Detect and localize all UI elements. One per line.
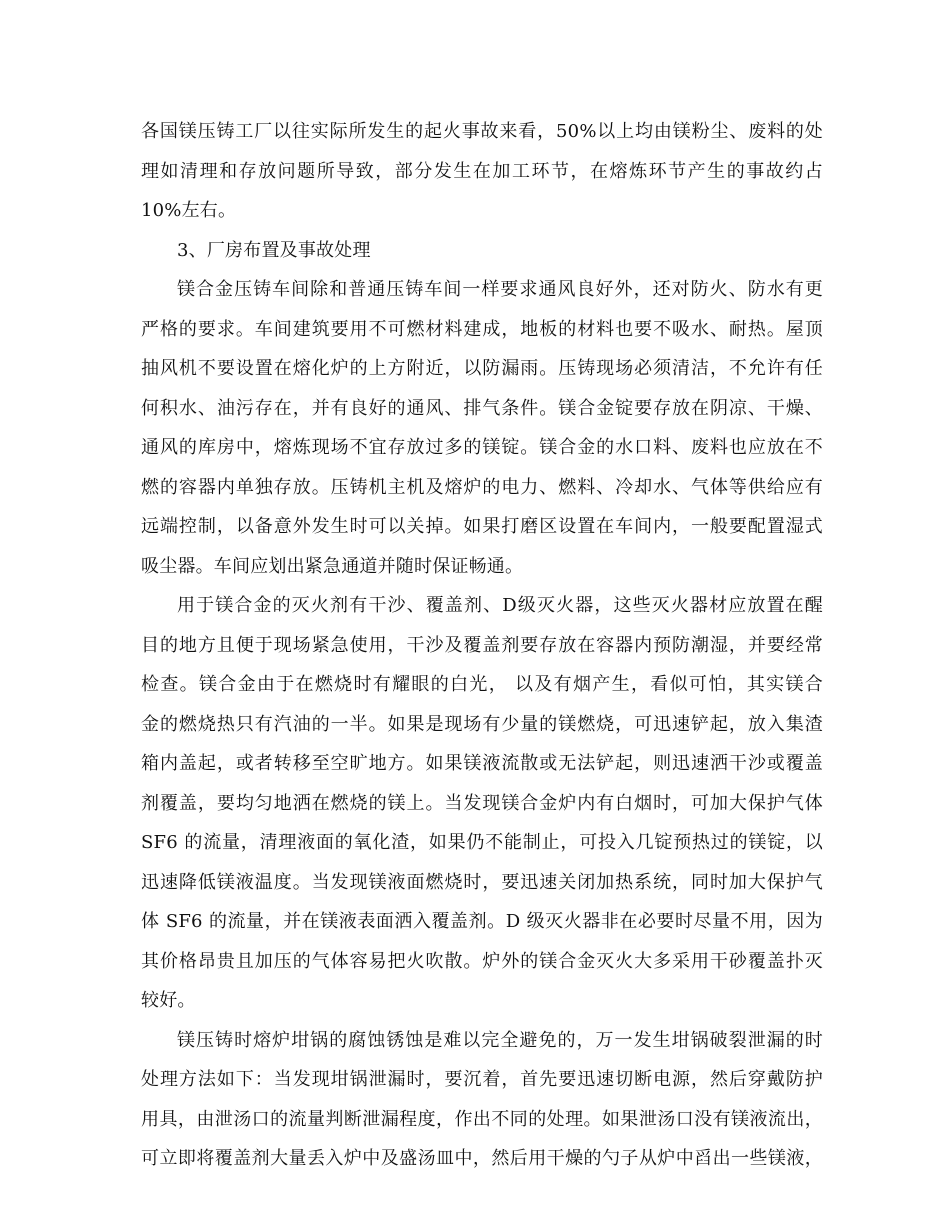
text-line: 理如清理和存放问题所导致，部分发生在加工环节，在熔炼环节产生的事故约占 [141,160,823,182]
text-line: 严格的要求。车间建筑要用不可燃材料建成，地板的材料也要不吸水、耐热。屋顶 [141,318,823,340]
text-line: 体 SF6 的流量，并在镁液表面洒入覆盖剂。D 级灭火器非在必要时尽量不用，因为 [141,911,823,932]
text-line: 目的地方且便于现场紧急使用，干沙及覆盖剂要存放在容器内预防潮湿，并要经常 [141,634,823,656]
text-line: 迅速降低镁液温度。当发现镁液面燃烧时，要迅速关闭加热系统，同时加大保护气 [141,871,823,893]
text-line: 镁合金压铸车间除和普通压铸车间一样要求通风良好外，还对防火、防水有更 [177,279,823,300]
paragraph [141,112,823,231]
paragraph [141,586,823,1021]
text-line: 吸尘器。车间应划出紧急通道并随时保证畅通。 [141,555,524,577]
text-line: 抽风机不要设置在熔化炉的上方附近，以防漏雨。压铸现场必须清洁，不允许有任 [141,358,823,379]
text-line: 剂覆盖，要均匀地洒在燃烧的镁上。当发现镁合金炉内有白烟时，可加大保护气体 [141,792,823,814]
heading-text: 3、厂房布置及事故处理 [177,239,371,261]
text-line: 各国镁压铸工厂以往实际所发生的起火事故来看，50%以上均由镁粉尘、废料的处 [141,121,823,142]
paragraph [141,1021,823,1179]
document-body [141,112,823,1179]
text-line: 较好。 [141,990,196,1011]
text-line: 检查。镁合金由于在燃烧时有耀眼的白光， 以及有烟产生，看似可怕，其实镁合 [141,674,823,695]
text-line: SF6 的流量，清理液面的氧化渣，如果仍不能制止，可投入几锭预热过的镁锭，以 [141,832,823,853]
text-line: 燃的容器内单独存放。压铸机主机及熔炉的电力、燃料、冷却水、气体等供给应有 [141,476,823,498]
text-line: 其价格昂贵且加压的气体容易把火吹散。炉外的镁合金灭火大多采用干砂覆盖扑灭 [141,950,823,972]
text-line: 10%左右。 [141,200,237,221]
text-line: 何积水、油污存在，并有良好的通风、排气条件。镁合金锭要存放在阴凉、干燥、 [141,397,823,419]
text-line: 镁压铸时熔炉坩锅的腐蚀锈蚀是难以完全避免的，万一发生坩锅破裂泄漏的时 [177,1029,823,1051]
text-line: 处理方法如下：当发现坩锅泄漏时，要沉着，首先要迅速切断电源，然后穿戴防护 [141,1069,823,1090]
text-line: 用于镁合金的灭火剂有干沙、覆盖剂、D级灭火器，这些灭火器材应放置在醒 [177,595,823,616]
text-line: 远端控制，以备意外发生时可以关掉。如果打磨区设置在车间内，一般要配置湿式 [141,516,823,537]
section-heading [141,231,823,271]
paragraph [141,270,823,586]
text-line: 箱内盖起，或者转移至空旷地方。如果镁液流散或无法铲起，则迅速洒干沙或覆盖 [141,753,823,774]
text-line: 金的燃烧热只有汽油的一半。如果是现场有少量的镁燃烧，可迅速铲起，放入集渣 [141,713,823,735]
text-line: 用具，由泄汤口的流量判断泄漏程度，作出不同的处理。如果泄汤口没有镁液流出， [141,1108,823,1130]
text-line: 可立即将覆盖剂大量丢入炉中及盛汤皿中，然后用干燥的勺子从炉中舀出一些镁液， [141,1148,823,1169]
text-line: 通风的库房中，熔炼现场不宜存放过多的镁锭。镁合金的水口料、废料也应放在不 [141,437,823,458]
